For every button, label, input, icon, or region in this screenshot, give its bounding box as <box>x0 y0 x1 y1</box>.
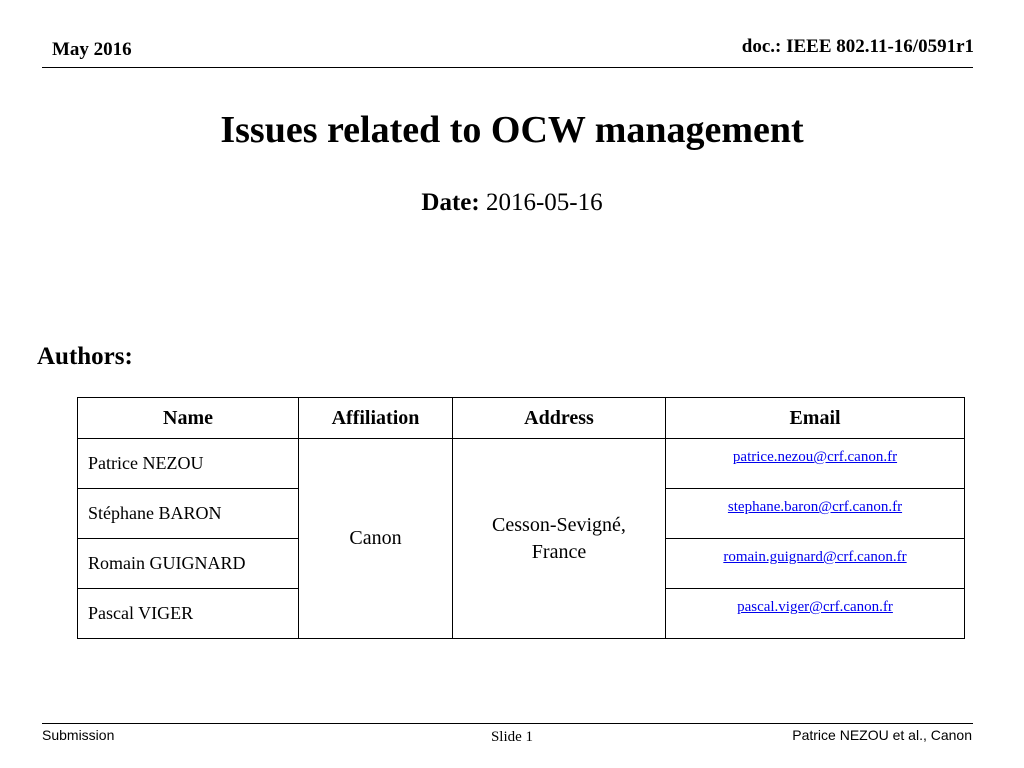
email-link[interactable]: patrice.nezou@crf.canon.fr <box>732 449 898 465</box>
footer-submission: Submission <box>42 727 115 743</box>
date-value: 2016-05-16 <box>485 189 603 216</box>
address-line-2: France <box>531 540 587 563</box>
table-row <box>78 439 965 489</box>
header-rule <box>42 67 973 68</box>
authors-heading: Authors: <box>37 343 133 370</box>
header-address: Address <box>453 398 666 439</box>
email-link[interactable]: pascal.viger@crf.canon.fr <box>737 599 893 615</box>
address-cell <box>453 439 666 639</box>
header-date: May 2016 <box>52 39 132 60</box>
email-link[interactable]: romain.guignard@crf.canon.fr <box>723 549 907 565</box>
email-cell <box>666 439 965 489</box>
address-line-1: Cesson-Sevigné, <box>492 513 626 536</box>
header-email: Email <box>666 398 965 439</box>
email-cell <box>666 489 965 539</box>
author-name: Romain GUIGNARD <box>78 539 299 589</box>
email-link[interactable]: stephane.baron@crf.canon.fr <box>727 499 903 515</box>
author-name: Patrice NEZOU <box>78 439 299 489</box>
footer-rule <box>42 723 973 724</box>
footer-slide-number: Slide 1 <box>490 729 534 745</box>
affiliation-text: Canon <box>349 527 402 549</box>
date-label: Date: <box>421 189 480 216</box>
slide-title: Issues related to OCW management <box>220 109 804 151</box>
authors-table <box>77 397 965 639</box>
header-affiliation: Affiliation <box>299 398 453 439</box>
header-name: Name <box>78 398 299 439</box>
footer-author: Patrice NEZOU et al., Canon <box>792 727 972 743</box>
date-line <box>0 189 1024 217</box>
author-name: Stéphane BARON <box>78 489 299 539</box>
email-cell <box>666 589 965 639</box>
author-name: Pascal VIGER <box>78 589 299 639</box>
table-header-row <box>78 398 965 439</box>
affiliation-cell <box>299 439 453 639</box>
email-cell <box>666 539 965 589</box>
header-doc-id: doc.: IEEE 802.11-16/0591r1 <box>741 36 974 57</box>
